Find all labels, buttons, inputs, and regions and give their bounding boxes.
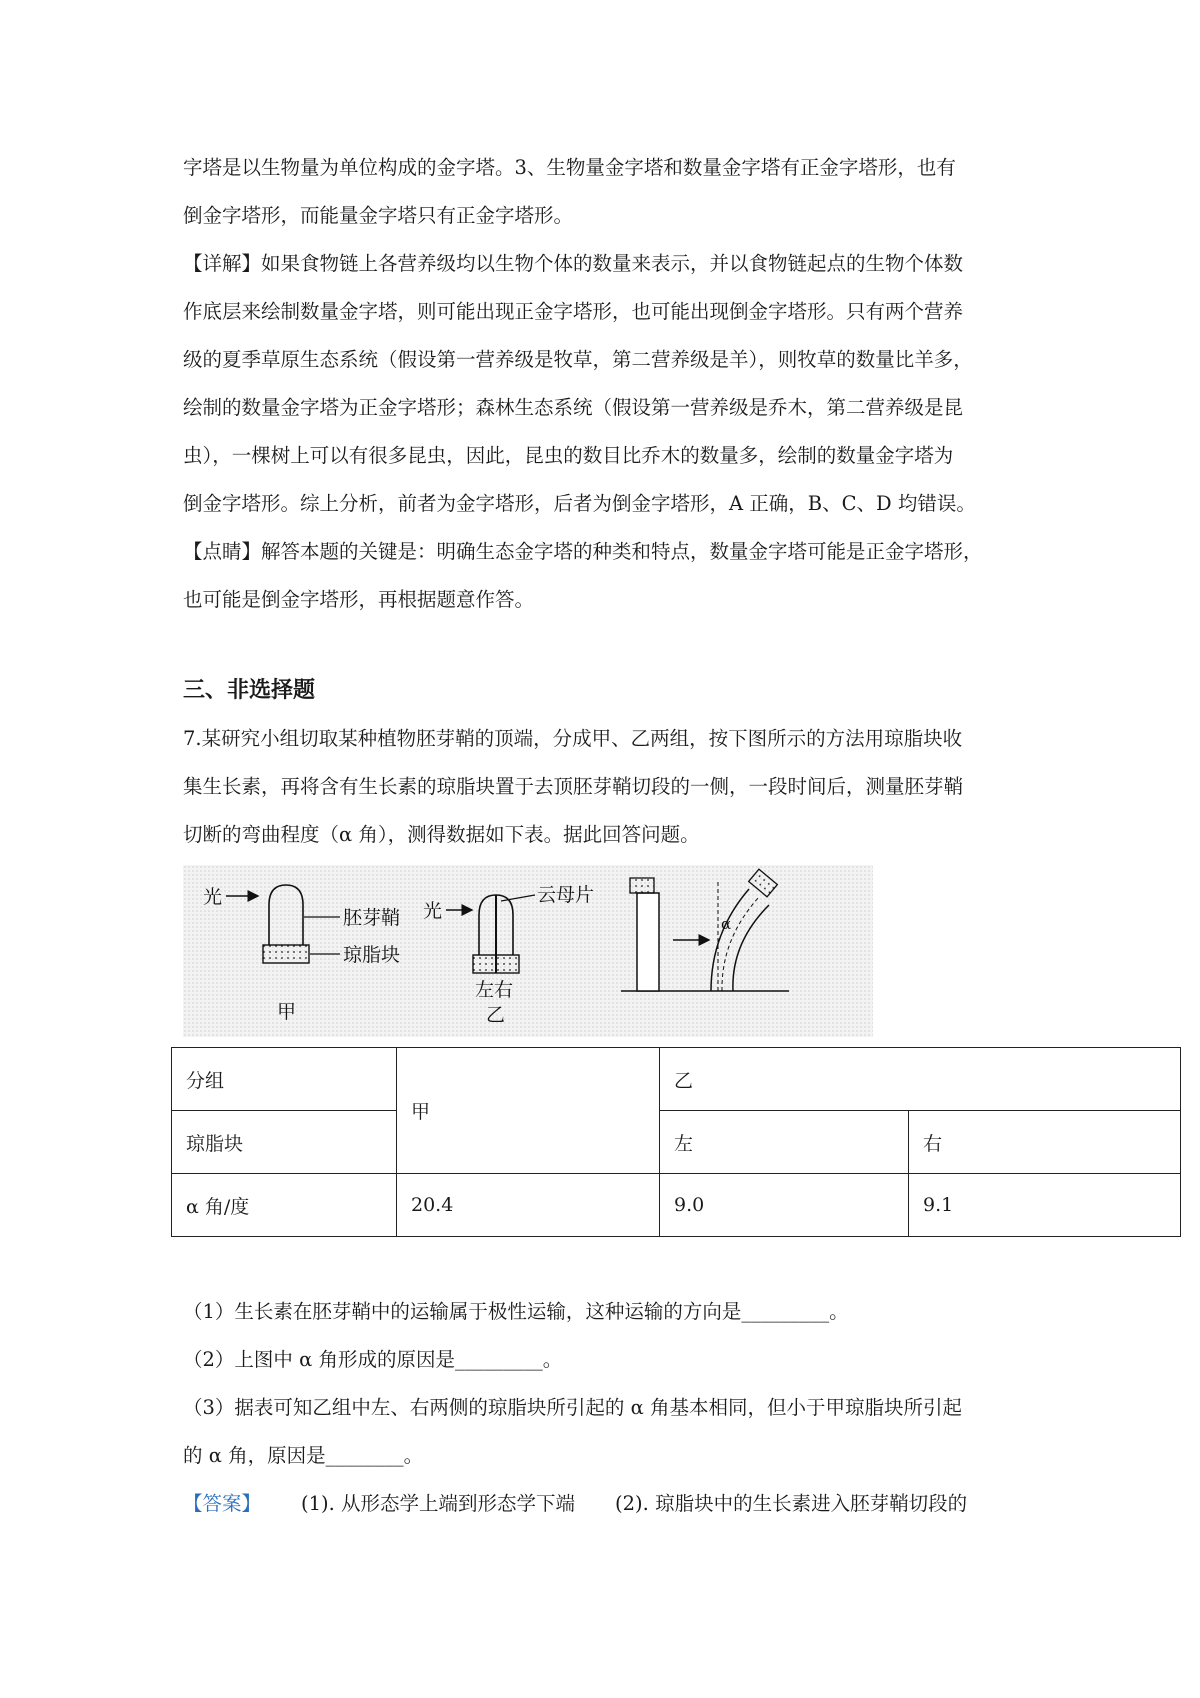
bent-segment-right [733,905,769,991]
alpha-label: α [721,915,732,933]
table-row [172,1174,1181,1237]
text-line: 绘制的数量金字塔为正金字塔形；森林生态系统（假设第一营养级是乔木，第二营养级是昆 [183,396,964,419]
light-label-b: 光 [423,900,443,922]
detail-paragraph [183,240,1023,528]
table-cell: 琼脂块 [172,1111,397,1174]
tip-paragraph [183,528,1023,624]
coleoptile-tip-a [269,885,303,945]
mica-label: 云母片 [537,884,595,906]
text-line: （1）生长素在胚芽鞘中的运输属于极性运输，这种运输的方向是_________。 [183,1300,849,1323]
group-b-diagram [423,884,594,1026]
text-line: 字塔是以生物量为单位构成的金字塔。3、生物量金字塔和数量金字塔有正金字塔形，也有 [183,156,956,179]
group-a-diagram [203,885,400,1023]
table-row [172,1048,1181,1111]
bend-axis [722,897,759,991]
coleoptile-label: 胚芽鞘 [343,907,401,929]
text-line: 【点睛】解答本题的关键是：明确生态金字塔的种类和特点，数量金字塔可能是正金字塔形， [183,540,983,563]
text-line: （2）上图中 α 角形成的原因是_________。 [183,1348,563,1371]
experiment-diagram [183,865,873,1037]
agar-block-b [473,955,519,973]
group-b-label: 乙 [486,1004,506,1026]
light-label-a: 光 [203,886,223,908]
decapitated-coleoptile [637,893,659,991]
agar-block-a [263,945,309,963]
table-cell: 右 [909,1111,1181,1174]
data-table [171,1047,1181,1237]
text-line: 的 α 角，原因是________。 [183,1444,424,1467]
answer-tag: 【答案】 [183,1492,262,1515]
agar-label: 琼脂块 [343,944,401,966]
table-cell: 9.1 [909,1174,1181,1237]
text-line: 级的夏季草原生态系统（假设第一营养级是牧草，第二营养级是羊），则牧草的数量比羊多， [183,348,973,371]
agar-on-segment [630,878,654,893]
intro-paragraph [183,144,1023,240]
text-line: 集生长素，再将含有生长素的琼脂块置于去顶胚芽鞘切段的一侧，一段时间后，测量胚芽鞘 [183,775,964,798]
bending-assay-diagram [621,869,789,991]
group-a-label: 甲 [277,1001,297,1023]
table-cell: 乙 [660,1048,1181,1111]
text-line: 【详解】如果食物链上各营养级均以生物个体的数量来表示，并以食物链起点的生物个体数 [183,252,964,275]
table-cell: 9.0 [660,1174,909,1237]
table-cell: 分组 [172,1048,397,1111]
text-line: （3）据表可知乙组中左、右两侧的琼脂块所引起的 α 角基本相同，但小于甲琼脂块所引起 [183,1396,962,1419]
text-line: 虫），一棵树上可以有很多昆虫，因此，昆虫的数目比乔木的数量多，绘制的数量金字塔为 [183,444,954,467]
table-row [172,1111,1181,1174]
text-line: 也可能是倒金字塔形，再根据题意作答。 [183,588,535,611]
text-line: 切断的弯曲程度（α 角），测得数据如下表。据此回答问题。 [183,823,700,846]
table-cell: 甲 [397,1048,660,1174]
agar-on-bent-segment [749,869,778,897]
table-cell: α 角/度 [172,1174,397,1237]
text-line: 作底层来绘制数量金字塔，则可能出现正金字塔形，也可能出现倒金字塔形。只有两个营养 [183,300,964,323]
table-cell: 20.4 [397,1174,660,1237]
answer-part-2: (2). 琼脂块中的生长素进入胚芽鞘切段的 [615,1492,968,1515]
table-cell: 左 [660,1111,909,1174]
text-line: 7.某研究小组切取某种植物胚芽鞘的顶端，分成甲、乙两组，按下图所示的方法用琼脂块收 [183,727,963,750]
answer-line [183,1480,1023,1528]
question-paragraph [183,715,1023,859]
text-line: 倒金字塔形，而能量金字塔只有正金字塔形。 [183,204,574,227]
answer-part-1: (1). 从形态学上端到形态学下端 [301,1492,576,1515]
text-line: 倒金字塔形。综上分析，前者为金字塔形，后者为倒金字塔形，A 正确，B、C、D 均错误。 [183,492,976,515]
left-right-label: 左右 [475,979,514,1001]
experiment-figure [183,865,873,1037]
section-title: 三、非选择题 [183,678,316,703]
sub-questions [183,1288,1023,1480]
